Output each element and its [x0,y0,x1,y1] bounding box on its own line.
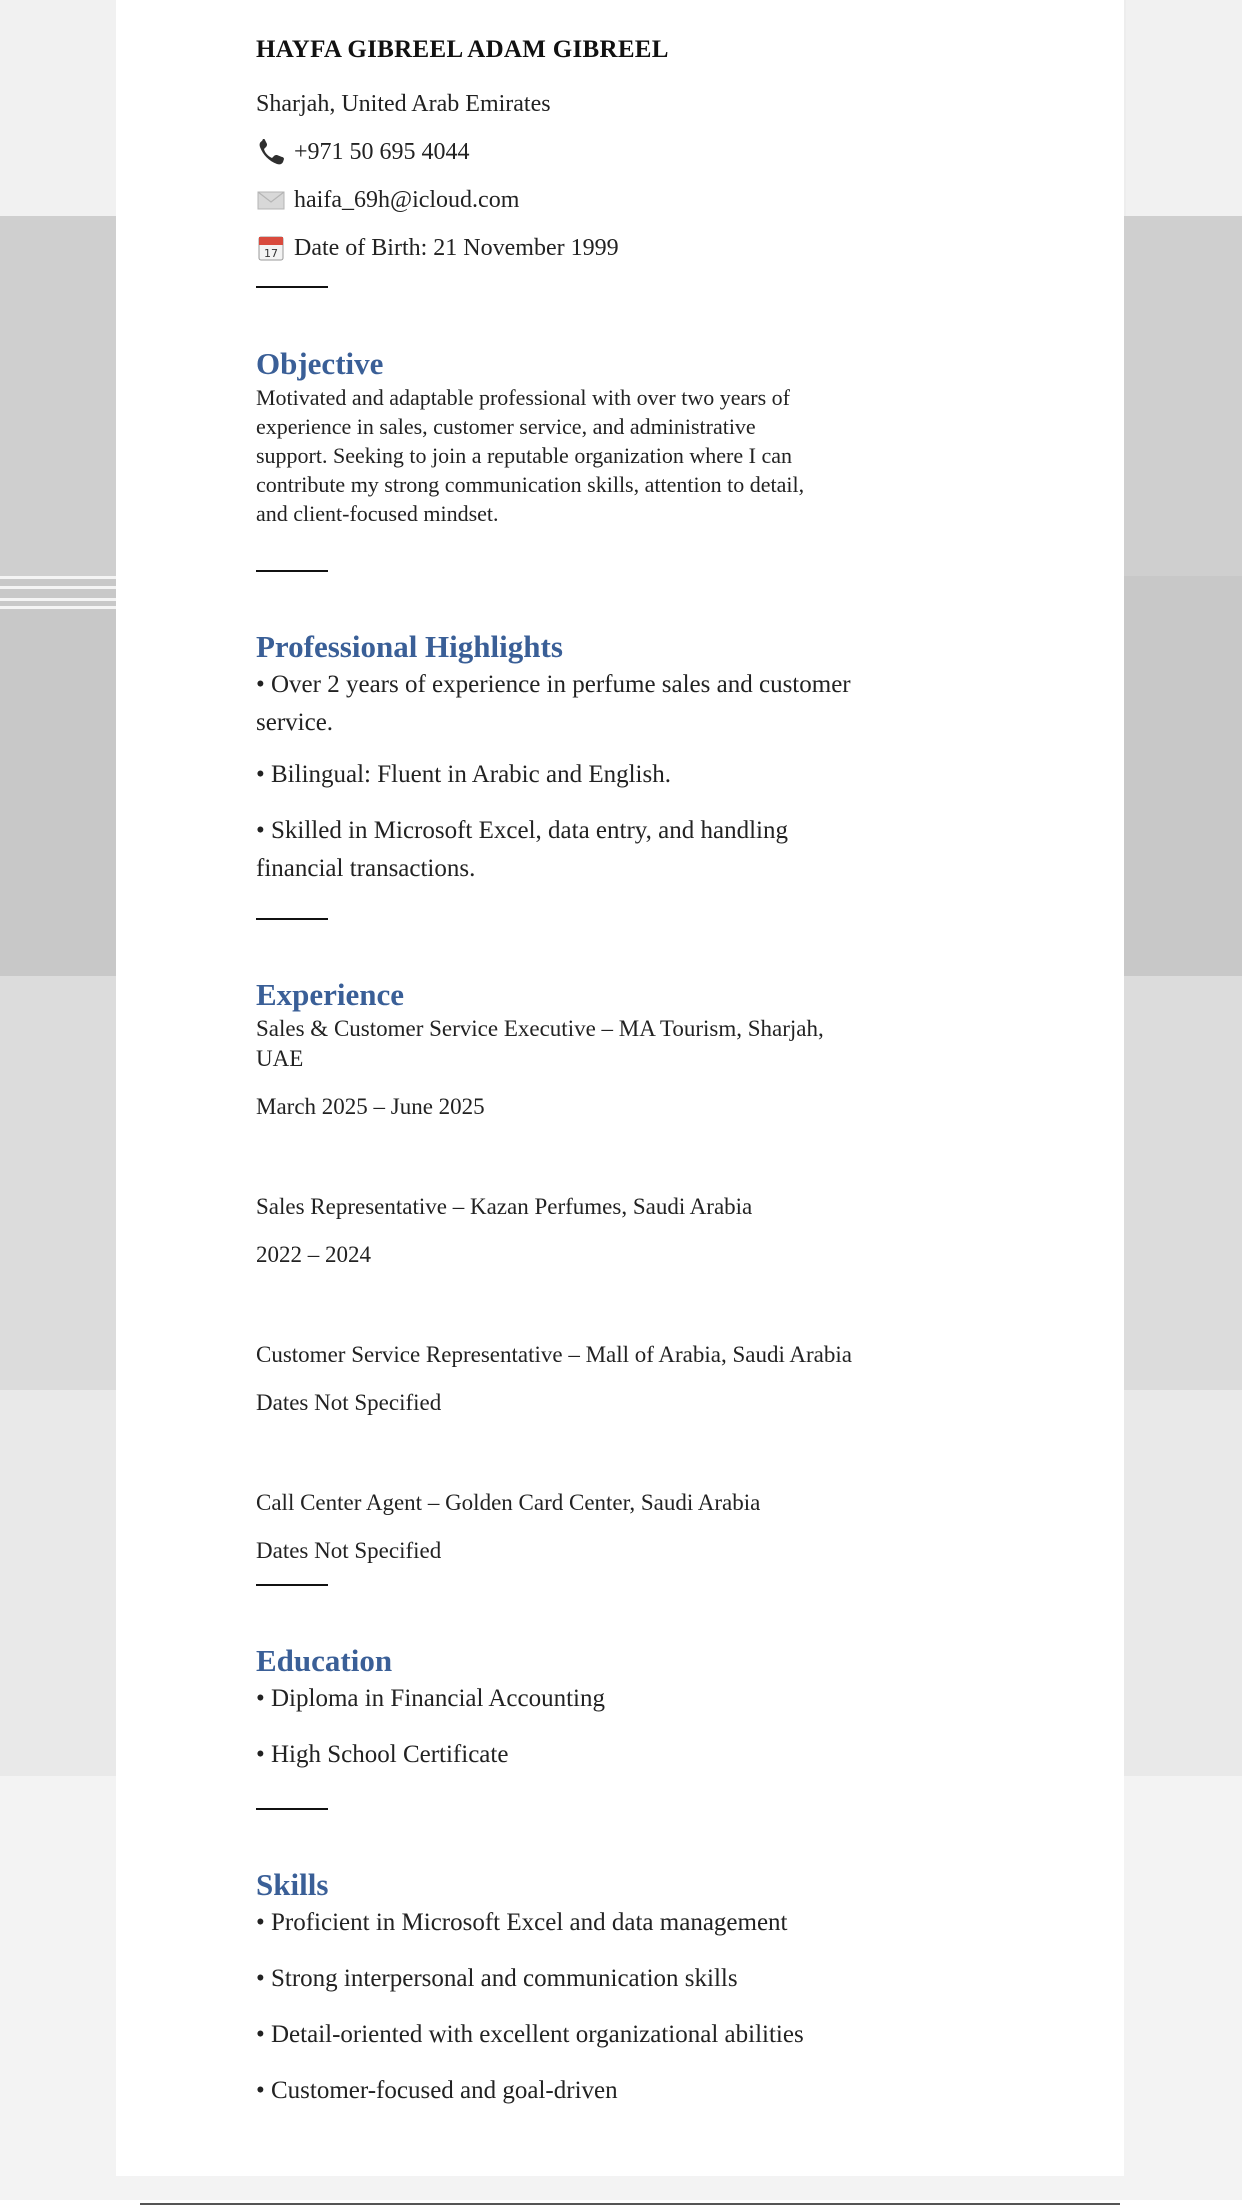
background-stripe [0,606,116,609]
phone-number: +971 50 695 4044 [294,139,470,165]
job-title-line: Customer Service Representative – Mall of Arabia, Saudi Arabia [256,1342,852,1367]
background-stripe [0,576,116,579]
date-of-birth: Date of Birth: 21 November 1999 [294,235,619,261]
background-band [0,0,116,216]
background-stripe [0,586,116,589]
background-band [1126,0,1242,216]
background-stripe [0,598,116,601]
job-entry [256,1192,1096,1270]
list-item: • Strong interpersonal and communication skills [256,1965,738,1992]
highlights-list [256,666,1096,888]
objective-heading: Objective [256,346,384,381]
job-dates: Dates Not Specified [256,1390,442,1415]
job-title [256,1192,1096,1222]
job-title-line: Sales & Customer Service Executive – MA Tourism, Sharjah, [256,1016,824,1041]
calendar-day: 17 [264,247,278,260]
skills-heading: Skills [256,1867,329,1902]
list-item: • Customer-focused and goal-driven [256,2077,618,2104]
location-line [256,80,1096,128]
list-item [256,812,1096,888]
page-bottom-line [140,2203,1120,2205]
dob-line [256,224,1096,272]
job-title-line: UAE [256,1046,304,1071]
job-title [256,1488,1096,1518]
job-entry [256,1488,1096,1566]
list-item-line: financial transactions. [256,855,476,882]
job-title-line: Sales Representative – Kazan Perfumes, Saudi Arabia [256,1194,753,1219]
objective-line: support. Seeking to join a reputable organization where I can [256,443,792,468]
list-item: • High School Certificate [256,1741,509,1768]
list-item [256,666,1096,742]
objective-text [256,383,966,528]
list-item-line: • Skilled in Microsoft Excel, data entry, and handling [256,817,789,844]
job-entry [256,1014,1096,1122]
job-title-line: Call Center Agent – Golden Card Center, Saudi Arabia [256,1490,761,1515]
skills-list [256,1904,1096,2110]
job-dates: March 2025 – June 2025 [256,1094,485,1119]
document-page [116,0,1124,2176]
list-item: • Proficient in Microsoft Excel and data management [256,1909,788,1936]
list-item-line: • Bilingual: Fluent in Arabic and English. [256,761,671,788]
objective-line: and client-focused mindset. [256,501,499,526]
objective-line: Motivated and adaptable professional with over two years of [256,385,790,410]
list-item-line: service. [256,709,334,736]
email-line [256,176,1096,224]
list-item: • Detail-oriented with excellent organizational abilities [256,2021,804,2048]
location-text: Sharjah, United Arab Emirates [256,91,551,117]
list-item-line: • Over 2 years of experience in perfume sales and customer [256,671,851,698]
phone-line [256,128,1096,176]
job-entry [256,1340,1096,1418]
experience-heading: Experience [256,977,405,1012]
objective-line: experience in sales, customer service, and administrative [256,414,756,439]
envelope-icon [256,186,286,214]
job-title [256,1014,1096,1074]
education-heading: Education [256,1643,393,1678]
job-title [256,1340,1096,1370]
job-dates: 2022 – 2024 [256,1242,371,1267]
applicant-name: HAYFA GIBREEL ADAM GIBREEL [256,36,669,63]
highlights-heading: Professional Highlights [256,629,563,664]
objective-line: contribute my strong communication skills, attention to detail, [256,472,805,497]
job-dates: Dates Not Specified [256,1538,442,1563]
phone-icon [256,138,286,166]
resume-content [256,30,1096,2110]
email-address: haifa_69h@icloud.com [294,187,520,213]
calendar-icon [256,234,286,262]
education-list [256,1680,1096,1774]
list-item [256,756,1096,794]
list-item: • Diploma in Financial Accounting [256,1685,605,1712]
